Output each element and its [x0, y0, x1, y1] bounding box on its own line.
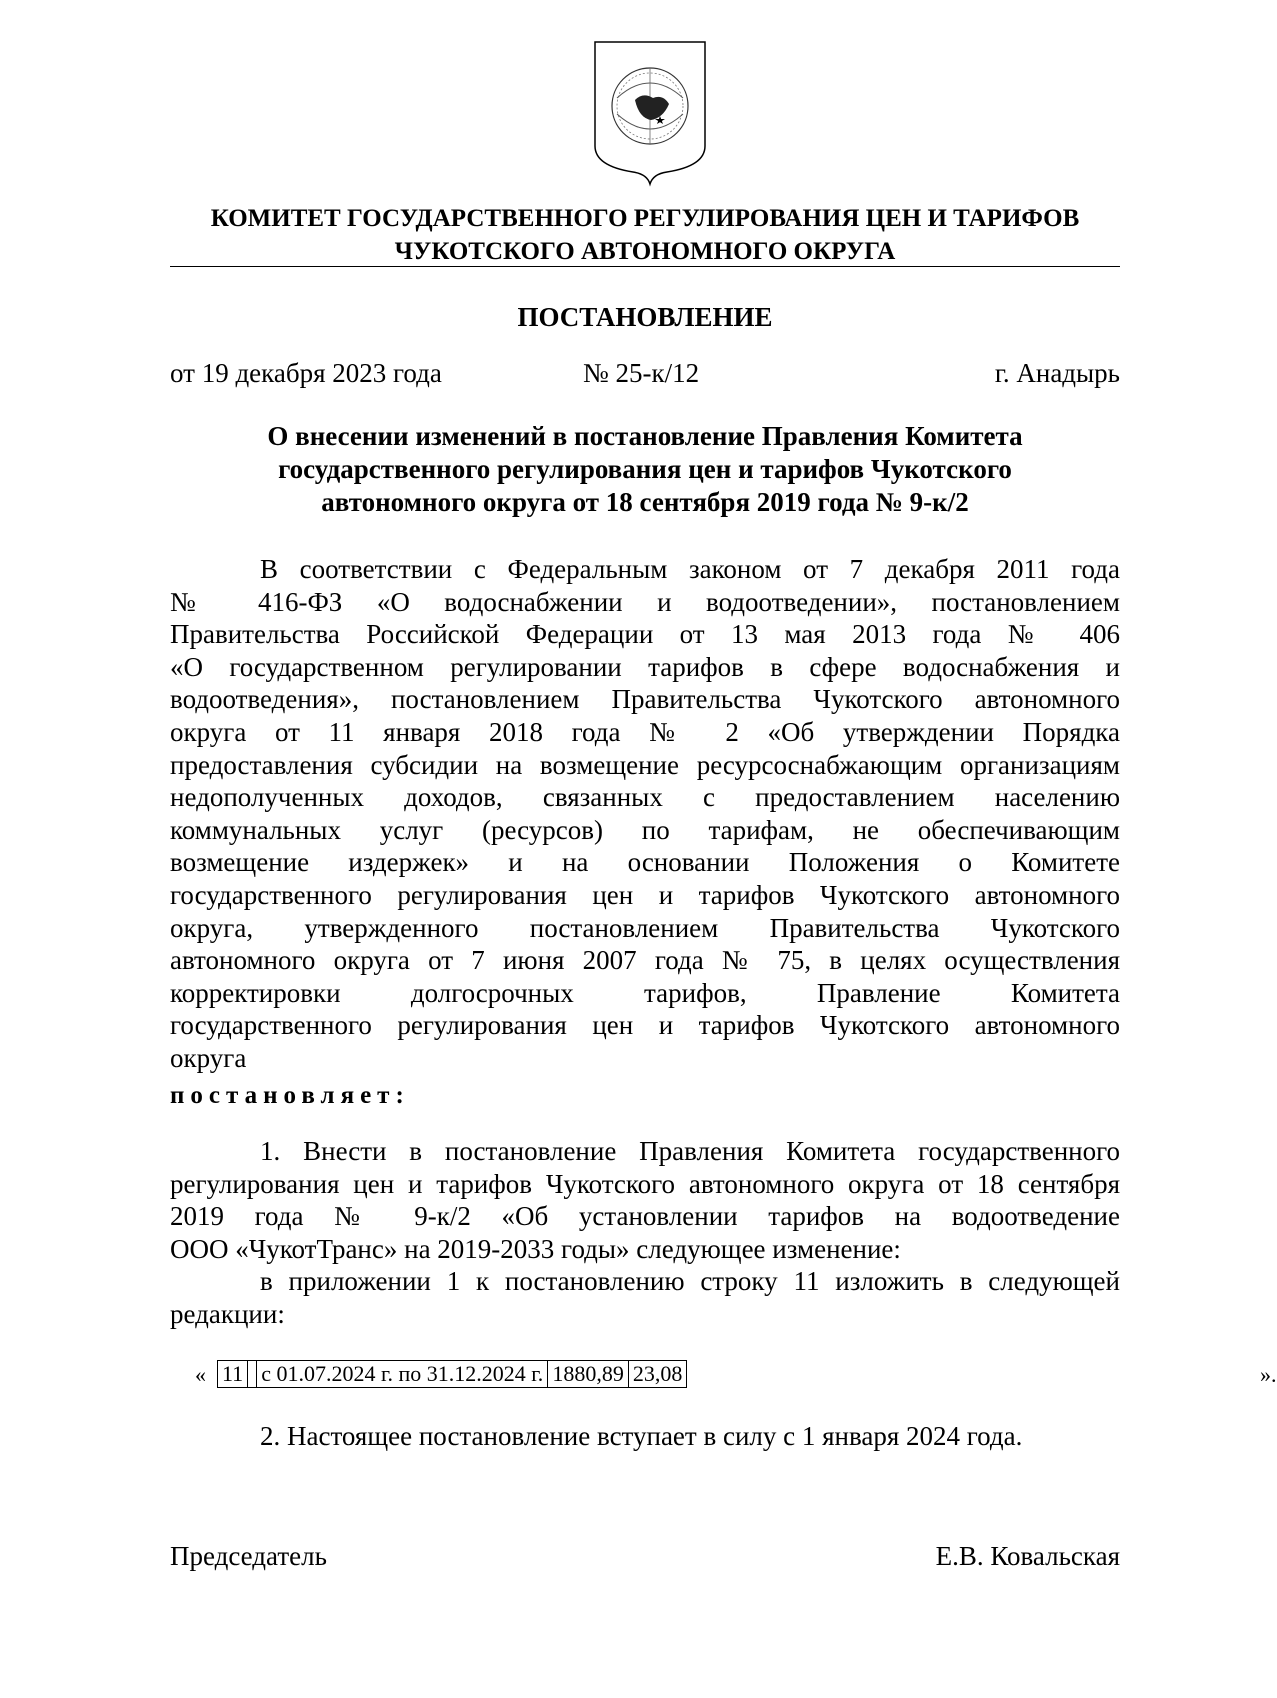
table-row	[218, 1361, 687, 1388]
clause-1	[170, 1135, 1120, 1331]
table-cell-value: 23,08	[628, 1361, 687, 1388]
clause-2: 2. Настоящее постановление вступает в силу с 1 января 2024 года.	[260, 1421, 1023, 1451]
paragraph-line: государственного регулирования цен и тарифов Чукотского автономного	[170, 1010, 1120, 1041]
paragraph-line: коммунальных услуг (ресурсов) по тарифам, не обеспечивающим	[170, 814, 1120, 845]
header-divider	[170, 266, 1120, 267]
document-date: от 19 декабря 2023 года	[170, 358, 442, 388]
title-line: государственного регулирования цен и тарифов Чукотского	[278, 454, 1012, 484]
resolves-word: постановляет:	[170, 1082, 410, 1109]
quote-open: «	[195, 1362, 206, 1387]
paragraph-line: округа, утвержденного постановлением Правительства Чукотского	[170, 912, 1120, 943]
table-cell-number: 11	[218, 1361, 248, 1388]
paragraph-line: корректировки долгосрочных тарифов, Правление Комитета	[170, 977, 1120, 1008]
paragraph-line: 1. Внести в постановление Правления Комитета государственного	[260, 1136, 1120, 1166]
table-cell-empty	[248, 1361, 257, 1388]
paragraph-line: водоотведения», постановлением Правительства Чукотского автономного	[170, 684, 1120, 715]
paragraph-line: в приложении 1 к постановлению строку 11 изложить в следующей	[260, 1266, 1120, 1297]
table-cell-period: с 01.07.2024 г. по 31.12.2024 г.	[257, 1361, 548, 1388]
paragraph-line: автономного округа от 7 июня 2007 года № 75, в целях осуществления	[170, 945, 1120, 976]
document-place: г. Анадырь	[994, 358, 1120, 388]
paragraph-line: ООО «ЧукотТранс» на 2019-2033 годы» следующее изменение:	[170, 1233, 901, 1264]
paragraph-line: В соответствии с Федеральным законом от 7 декабря 2011 года	[260, 554, 1120, 584]
document-title	[170, 420, 1120, 519]
paragraph-line: предоставления субсидии на возмещение ресурсоснабжающим организациям	[170, 749, 1120, 780]
tariff-table	[217, 1360, 687, 1388]
issuing-authority	[170, 202, 1120, 268]
document-number: № 25-к/12	[583, 358, 700, 388]
authority-line-2: ЧУКОТСКОГО АВТОНОМНОГО ОКРУГА	[394, 238, 896, 265]
paragraph-line: недополученных доходов, связанных с предоставлением населению	[170, 782, 1120, 813]
table-cell-tariff: 1880,89	[548, 1361, 629, 1388]
signatory-role: Председатель	[170, 1541, 327, 1571]
document-meta	[170, 356, 1120, 390]
paragraph-line: возмещение издержек» и на основании Положения о Комитете	[170, 847, 1120, 878]
paragraph-line: редакции:	[170, 1298, 285, 1329]
preamble-paragraph	[170, 553, 1120, 1075]
quote-close: ».	[1260, 1362, 1277, 1387]
document-type: ПОСТАНОВЛЕНИЕ	[517, 302, 773, 332]
paragraph-line: 2019 года № 9-к/2 «Об установлении тарифов на водоотведение	[170, 1201, 1120, 1232]
paragraph-line: округа	[170, 1042, 247, 1073]
paragraph-line: округа от 11 января 2018 года № 2 «Об утверждении Порядка	[170, 716, 1120, 747]
paragraph-line: регулирования цен и тарифов Чукотского автономного округа от 18 сентября	[170, 1168, 1120, 1199]
signatory-name: Е.В. Ковальская	[935, 1541, 1120, 1571]
title-line: автономного округа от 18 сентября 2019 года № 9-к/2	[321, 487, 969, 517]
chukotka-coat-of-arms-icon	[591, 38, 709, 186]
authority-line-1: КОМИТЕТ ГОСУДАРСТВЕННОГО РЕГУЛИРОВАНИЯ ЦЕН И ТАРИФОВ	[210, 205, 1080, 232]
title-line: О внесении изменений в постановление Правления Комитета	[267, 421, 1023, 451]
paragraph-line: государственного регулирования цен и тарифов Чукотского автономного	[170, 879, 1120, 910]
paragraph-line: Правительства Российской Федерации от 13 мая 2013 года № 406	[170, 619, 1120, 650]
paragraph-line: № 416-ФЗ «О водоснабжении и водоотведении», постановлением	[170, 586, 1120, 617]
paragraph-line: «О государственном регулировании тарифов в сфере водоснабжения и	[170, 651, 1120, 682]
